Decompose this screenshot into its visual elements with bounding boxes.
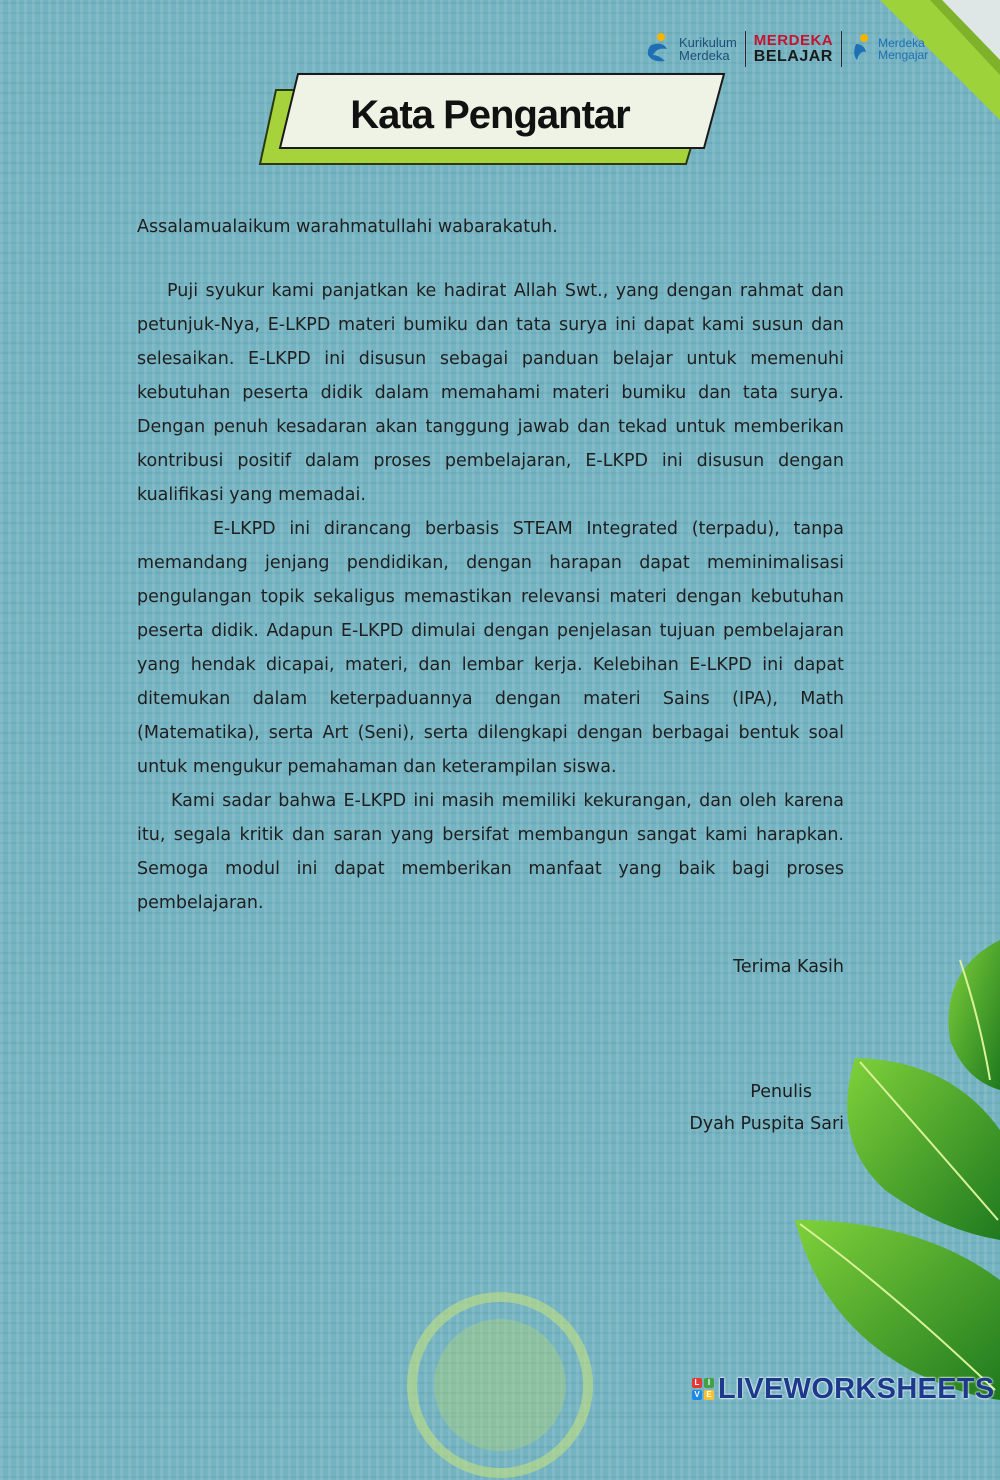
- greeting-text: Assalamualaikum warahmatullahi wabarakatuh.: [137, 217, 558, 237]
- paragraph-3: Kami sadar bahwa E-LKPD ini masih memiliki kekurangan, dan oleh karena itu, segala kritik dan saran yang bersifat membangun sangat kami harapkan. Semoga modul ini dapat memberikan manfaat yang baik bagi proses pembelajaran.: [137, 791, 844, 913]
- logo-merdeka-belajar-line1: MERDEKA: [753, 32, 834, 49]
- page-title: Kata Pengantar: [350, 92, 630, 137]
- decorative-circle: [405, 1290, 595, 1480]
- kurikulum-merdeka-icon: [645, 31, 673, 67]
- brand-block-i: I: [704, 1378, 714, 1388]
- logo-merdeka-belajar-line2: BELAJAR: [753, 48, 833, 65]
- logo-kurikulum-line1: Kurikulum: [679, 35, 737, 50]
- brand-block-v: V: [692, 1390, 702, 1400]
- leaves-decoration: [790, 940, 1000, 1414]
- author-role: Penulis: [750, 1082, 812, 1102]
- header-logos: [645, 26, 928, 72]
- liveworksheets-logo-icon: [692, 1378, 714, 1400]
- liveworksheets-brand: [692, 1372, 995, 1406]
- logo-separator: [745, 31, 746, 67]
- paragraph-2: E-LKPD ini dirancang berbasis STEAM Integrated (terpadu), tanpa memandang jenjang pendidikan, dengan harapan dapat meminimalisasi pengulangan topik sekaligus memastikan relevansi materi dengan kebutuhan peserta didik. Adapun E-LKPD dimulai dengan penjelasan tujuan pembelajaran yang hendak dicapai, materi, dan lembar kerja. Kelebihan E-LKPD ini dapat ditemukan dalam keterpaduannya dengan materi Sains (IPA), Math (Matematika), serta Art (Seni), serta dilengkapi dengan berbagai bentuk soal untuk mengukur pemahaman dan keterampilan siswa.: [137, 519, 844, 777]
- author-name: Dyah Puspita Sari: [689, 1114, 844, 1134]
- logo-mengajar-line1: Merdeka: [878, 36, 925, 50]
- brand-block-e: E: [704, 1390, 714, 1400]
- logo-merdeka-belajar: [754, 33, 833, 65]
- logo-kurikulum-line2: Merdeka: [679, 48, 730, 63]
- paragraph-1: Puji syukur kami panjatkan ke hadirat Allah Swt., yang dengan rahmat dan petunjuk-Nya, E-LKPD materi bumiku dan tata surya ini dapat kami susun dan selesaikan. E-LKPD ini disusun sebagai panduan belajar untuk memenuhi kebutuhan peserta didik dalam memahami materi bumiku dan tata surya. Dengan penuh kesadaran akan tanggung jawab dan tekad untuk memberikan kontribusi positif dalam proses pembelajaran, E-LKPD ini disusun dengan kualifikasi yang memadai.: [137, 281, 844, 505]
- title-banner: [258, 72, 728, 168]
- brand-block-l: L: [692, 1378, 702, 1388]
- liveworksheets-text: LIVEWORKSHEETS: [718, 1372, 995, 1405]
- logo-mengajar-line2: Mengajar: [878, 48, 929, 62]
- body-content: [137, 210, 844, 920]
- logo-merdeka-mengajar: [850, 32, 928, 66]
- merdeka-mengajar-icon: [850, 32, 874, 66]
- logo-kurikulum-merdeka: [645, 31, 737, 67]
- closing-text: Terima Kasih: [733, 957, 844, 977]
- logo-separator: [841, 31, 842, 67]
